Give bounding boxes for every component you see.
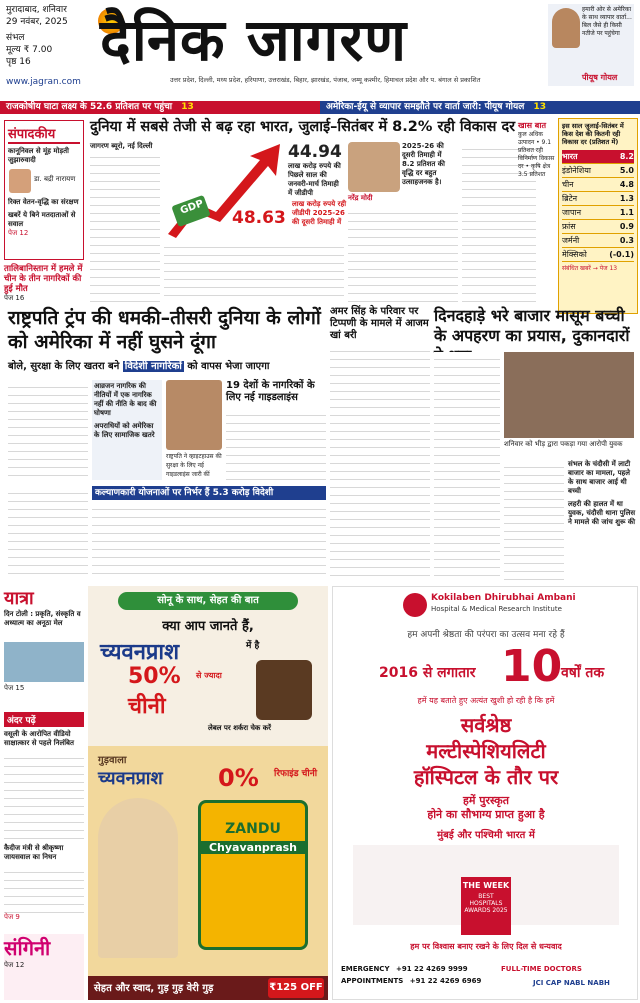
trump-caption: राष्ट्रपति ने व्हाइटहाउस की सुरक्षा के लिए नई गाइडलाइंस जारी कीं [166,453,222,478]
growth-row [562,178,634,192]
ticker-left-page: 13 [181,102,194,112]
side-top-title: तालिबानिस्तान में हमले में चीन के तीन नागरिकों की हुई मौत [4,264,83,294]
sangini-page: पेज 12 [4,961,25,969]
person-photo [552,8,580,48]
appoint-label: APPOINTMENTS [341,977,404,985]
trump-bullets [92,380,162,480]
zandu-refined: रिफाइंड चीनी [274,769,318,779]
the-week-title: THE WEEK [462,881,510,890]
hospital-accreditations: JCI CAP NABL NABH [533,979,610,987]
person-name: पीयूष गोयल [582,73,618,82]
hospital-logo-icon [403,593,427,617]
the-week-sub: BEST HOSPITALS AWARDS 2025 [464,893,508,914]
ticker-right[interactable] [320,101,640,114]
masthead-left [6,4,81,88]
growth-value: 4.8 [619,180,634,189]
trump-bullet-1: आव्रजन नागरिक की नीतियों में एक नागरिक नहीं की नीति के बाद की घोषणा [94,382,157,417]
emergency-label: EMERGENCY [341,965,390,973]
trump-col-3 [226,408,326,480]
andar-body-1 [4,751,84,841]
hospital-city: मुंबई और पश्चिमी भारत में [437,830,535,841]
growth-value: (-0.1) [609,250,634,259]
hospital-appointments [341,977,481,985]
zandu-jar-icon [256,660,312,720]
stat-2 [232,208,292,228]
growth-country: भारत [562,152,578,161]
khas-baat-points: कुल अधिक उत्पादन • 9.1 प्रतिशत रही विनिर्माण विकास दर • कृषि क्षेत्र 3.5 प्रतिशत [518,131,555,178]
trump-bullet-2: अपराधियों को अमेरिका के लिए सामाजिक खतरे [94,422,155,439]
dindahade-bullets [568,460,636,527]
hospital-multi: मल्टीस्पेशियलिटी [426,739,546,763]
editorial-title: संपादकीय [8,124,80,144]
ticker-right-text: अमेरिका-ईयू से व्यापार समझौते पर वार्ता जारी: पीयूष गोयल [326,102,525,112]
growth-value: 5.0 [619,166,634,175]
hospital-brand-2: Hospital & Medical Research Institute [431,605,562,613]
hospital-award: हमें पुरस्कृत [463,794,509,807]
growth-row [562,192,634,206]
editorial-item-2[interactable]: रिक्त वेतन-वृद्धि का संरक्षण [8,198,79,206]
lead-col-2 [164,240,344,302]
editorial-box [4,120,84,260]
edition: संभल [6,33,25,43]
andar-item-2[interactable]: कैदीज मंत्री से श्रीकृष्णा जायसवाल का निधन [4,844,64,861]
growth-country: जर्मनी [562,236,580,245]
stat-2-label: लाख करोड़ रुपये रही जीडीपी 2025-26 की दूसरी तिमाही में [292,200,347,226]
trump-col-1b [8,486,88,580]
dindahade-photo [504,352,634,438]
hospital-intro: हम अपनी श्रेष्ठता की परंपरा का उत्सव मना रहे हैं [407,630,565,640]
growth-table-source: संबंधित खबरें → पेज 13 [562,265,618,272]
author-name: डा. बद्री नारायण [34,175,76,183]
person-quote: हमारी ओर से अमेरिका के साथ व्यापार वार्ता... बिल जैसे ही किसी नतीजे पर पहुंचेगा [582,6,632,37]
person-box [548,4,634,86]
pages: पृष्ठ 16 [6,57,31,67]
stat-2-value: 48.63 [232,208,286,228]
yatra-photo [4,642,84,682]
hospital-years-post: वर्षों तक [561,665,605,681]
growth-value: 0.3 [619,236,634,245]
side-top-news[interactable] [4,264,84,304]
stat-1-label: लाख करोड़ रुपये की पिछले साल की जनवरी-मार्च तिमाही में जीडीपी [288,162,341,197]
trump-sub: बोले, सुरक्षा के लिए खतरा बने [8,361,120,372]
amar-body [330,344,430,580]
hospital-award-2: होने का सौभाग्य प्राप्त हुआ है [427,808,545,821]
growth-country: ब्रिटेन [562,194,578,203]
zandu-price-badge: ₹125 OFF [268,978,324,998]
growth-row [562,150,634,164]
growth-country: इंडोनेशिया [562,166,591,175]
growth-row [562,248,634,262]
zandu-footer [88,976,328,1000]
hospital-ad[interactable] [332,586,638,1000]
khas-baat-box [518,120,556,230]
side-top-page: पेज 16 [4,294,25,302]
andar-body-2 [4,865,84,913]
stat-1 [288,142,344,198]
trump-box-title: 19 देशों के नागरिकों के लिए नई गाइडलाइंस [226,380,315,403]
lead-col-1 [90,142,160,302]
yatra-page: पेज 15 [4,684,25,692]
zandu-tagline: सोनू के साथ, सेहत की बात [118,592,298,610]
sonu-photo [98,798,178,958]
hospital-brand: Kokilaben Dhirubhai Ambani [431,593,576,603]
regions-line: उत्तर प्रदेश, दिल्ली, मध्य प्रदेश, हरियाणा, उत्तराखंड, बिहार, झारखंड, पंजाब, जम्मू कश्मीर, हिमाचल प्रदेश और प. बंगाल से प्रकाशित [170,76,481,84]
hospital-thanks: हमें यह बताते हुए अत्यंत खुशी हो रही है कि हमें [417,696,555,705]
trump-headline[interactable]: राष्ट्रपति ट्रंप की धमकी–तीसरी दुनिया के लोगों को अमेरिका में नहीं घुसने दूंगा [8,307,321,353]
trump-col-1 [8,380,88,480]
amar-headline[interactable]: अमर सिंह के परिवार पर टिप्पणी के मामले में आजम खां बरी [330,306,429,341]
dindahade-caption: शनिवार को भीड़ द्वारा पकड़ा गया आरोपी युवक [504,440,623,448]
zandu-gud: गुड़वाला [98,755,127,766]
emergency-number[interactable]: +91 22 4269 9999 [395,965,468,973]
kalyan-body [92,502,326,580]
growth-row [562,206,634,220]
modi-name: नरेंद्र मोदी [348,194,373,202]
zandu-pack [198,800,308,950]
growth-value: 1.1 [619,208,634,217]
zandu-label-check: लेबल पर शर्करा चेक करें [208,724,271,732]
editorial-item-1[interactable]: कानूनिवल से मूंह मोड़ती जुझारुवादी [8,147,69,164]
growth-value: 1.3 [619,194,634,203]
zandu-product: Chyavanprash [201,841,305,854]
editorial-item-3[interactable]: खबरें ये बिने मतदाताओं से सवाल [8,211,76,228]
lead-dateline: जागरण ब्यूरो, नई दिल्ली [90,142,160,151]
lead-headline[interactable]: दुनिया में सबसे तेजी से बढ़ रहा भारत, जुलाई–सितंबर में 8.2% रही विकास दर [90,119,516,135]
modi-quote: 2025-26 की दूसरी तिमाही में 8.2 प्रतिशत की वृद्धि दर बहुत उत्साहजनक है। [402,142,445,186]
zandu-chyavanprash: च्यवनप्राश [100,639,180,665]
hospital-best: सर्वश्रेष्ठ [460,713,512,737]
zandu-pct: 50% [128,664,181,689]
appoint-number[interactable]: +91 22 4269 6969 [409,977,482,985]
kalyan-headline[interactable]: कल्याणकारी योजनाओं पर निर्भर हैं 5.3 करोड़ विदेशी [92,486,326,500]
growth-country: जापान [562,208,582,217]
ticker-left-text: राजकोषीय घाटा लक्ष्य के 52.6 प्रतिशत पर पहुंचा [6,102,173,112]
zandu-chy2: च्यवनप्राश [98,768,163,789]
dindahade-bullet-2: लहरी की हालत में था युवक, चंदौसी थाना पुलिस ने मामले की जांच शुरू की [568,500,636,526]
hospital-fulltime: FULL-TIME DOCTORS [501,965,582,973]
growth-value: 8.2 [619,152,634,161]
the-week-badge [461,877,511,935]
yatra-title: यात्रा [4,588,34,609]
zandu-sugar: चीनी [128,694,166,719]
khas-baat-title: खास बात [518,120,547,130]
yatra-box[interactable] [4,586,84,696]
zandu-brand: ZANDU [225,821,281,837]
growth-row [562,164,634,178]
editorial-pages: पेज 12 [8,229,29,237]
dindahade-col-2 [504,460,564,580]
growth-table [558,118,638,314]
city-day: मुरादाबाद, शनिवार [6,5,67,15]
modi-photo [348,142,400,192]
growth-country: मेक्सिको [562,250,587,259]
andar-item-1[interactable]: वसूली के आरोपित वीडियो साक्षात्कार से पहले निलंबित [4,730,75,747]
growth-value: 0.9 [619,222,634,231]
issue-date: 29 नवंबर, 2025 [6,17,68,27]
growth-row [562,234,634,248]
dindahade-bullet-1: संभल के चंदौसी में लाटी बाजार का मामला, पहले के साथ बाजार आई थी बच्ची [568,460,631,495]
sangini-box[interactable] [4,934,84,1000]
growth-row [562,220,634,234]
trump-box [226,380,326,404]
trump-photo [166,380,222,450]
hospital-years-pre: 2016 से लगातार [379,665,476,681]
ticker-right-page: 13 [533,102,546,112]
growth-rows [562,150,634,262]
zandu-zero: 0% [218,764,259,792]
zandu-question: क्या आप जानते हैं, [162,619,254,634]
trump-sub-end: को वापस भेजा जाएगा [187,361,270,372]
website[interactable]: www.jagran.com [6,77,81,87]
price: मूल्य ₹ 7.00 [6,45,53,55]
yatra-line: दिन टोली : प्रकृति, संस्कृति व अध्यात्म का अनूठा मेल [4,610,81,627]
stat-1-value: 44.94 [288,142,342,162]
andar-box [4,712,84,932]
lead-col-3 [348,206,458,302]
hospital-bottom-line: हम पर विश्वास बनाए रखने के लिए दिल से धन्यवाद [410,942,562,951]
stat-2-text [292,200,350,227]
growth-country: फ्रांस [562,222,576,231]
trump-sub-highlight: विदेशी नागरिकों [124,361,182,372]
zandu-footer-text: सेहत और स्वाद, गुड़ गुड़ वेरी गुड़ [94,983,214,994]
hospital-emergency [341,965,468,973]
zandu-hai: में है [246,641,260,651]
trump-subhead [8,360,326,374]
dindahade-col-1 [434,352,500,580]
growth-table-title: इस साल जुलाई-सितंबर में किस देश की कितनी रही विकास दर (प्रतिशत में) [562,122,624,146]
masthead-title: दैनिक जागरण [100,6,408,74]
author-photo [9,169,31,193]
hospital-hosp: हॉस्पिटल के तौर पर [413,765,559,789]
andar-pages: पेज 9 [4,913,20,921]
sangini-title: संगिनी [4,936,51,960]
hospital-years: 10 [501,641,563,692]
ticker-left[interactable] [0,101,320,114]
zandu-ad[interactable] [88,586,328,1000]
growth-country: चीन [562,180,574,189]
dindahade-headline[interactable]: दिनदहाड़े भरे बाजार मासूम बच्ची के अपहरण का प्रयास, दुकानदारों [434,306,630,345]
zandu-more: से ज्यादा [196,671,222,680]
gdp-tag-label: GDP [178,198,206,217]
andar-title: अंदर पढ़ें [4,712,84,727]
